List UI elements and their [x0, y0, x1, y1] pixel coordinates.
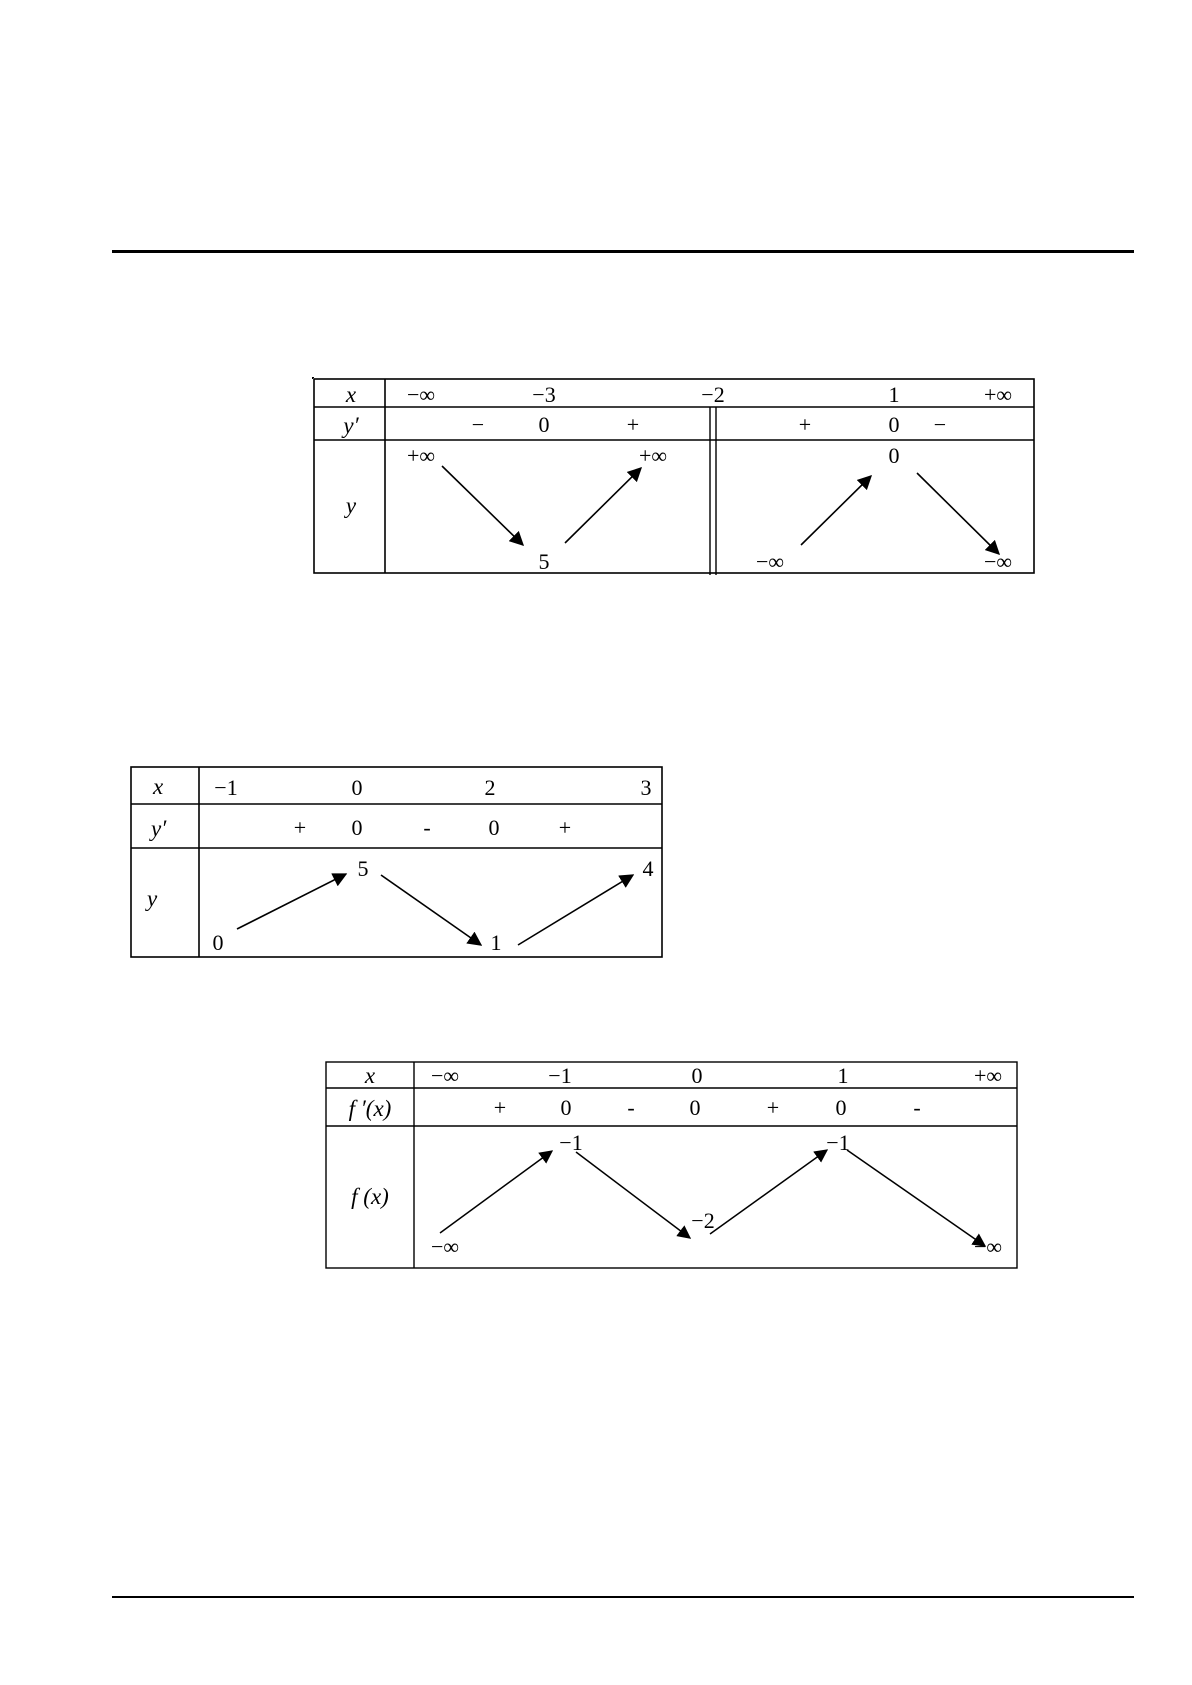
table-3-y-value: −1 — [826, 1130, 850, 1155]
table-1-y-value: +∞ — [406, 443, 436, 468]
table-2-sign-value: + — [293, 815, 307, 840]
variation-table-2-svg — [130, 766, 664, 960]
table-3-x-value: −1 — [548, 1063, 572, 1088]
table-1-x-value: 1 — [888, 382, 900, 407]
table-1-sign-value: 0 — [888, 412, 900, 437]
table-3-sign-value: - — [627, 1095, 635, 1120]
table-1-increase-arrow — [801, 476, 871, 545]
variation-table-1 — [313, 378, 1035, 575]
table-2-sign-value: + — [558, 815, 572, 840]
table-2-border — [131, 767, 662, 957]
table-1-sign-value: + — [798, 412, 812, 437]
table-3-x-value: −∞ — [430, 1063, 460, 1088]
table-2-y-value: 1 — [490, 930, 502, 955]
variation-table-3 — [325, 1061, 1019, 1270]
table-3-label-x: x — [364, 1063, 376, 1088]
table-2-label-x: x — [153, 774, 164, 799]
table-1-y-value: 0 — [888, 443, 900, 468]
table-1-y-value: +∞ — [638, 443, 668, 468]
table-3-y-value: −2 — [691, 1208, 715, 1233]
table-3-sign-value: 0 — [835, 1095, 847, 1120]
table-2-increase-arrow — [237, 874, 346, 929]
table-1-increase-arrow — [565, 468, 641, 543]
table-2-increase-arrow — [518, 875, 633, 945]
table-3-increase-arrow — [710, 1150, 827, 1234]
table-2-x-value: 2 — [484, 775, 496, 800]
table-3-y-value: −∞ — [430, 1234, 460, 1259]
table-1-sign-value: − — [471, 412, 485, 437]
table-3-increase-arrow — [440, 1151, 552, 1233]
table-1-x-value: −∞ — [406, 382, 436, 407]
table-1-y-value: 5 — [538, 549, 550, 574]
table-3-sign-value: 0 — [560, 1095, 572, 1120]
table-2-sign-value: - — [423, 815, 431, 840]
table-3-y-value: −1 — [559, 1130, 583, 1155]
table-3-sign-value: + — [766, 1095, 780, 1120]
table-3-x-value: 1 — [837, 1063, 849, 1088]
table-1-x-value: −3 — [532, 382, 556, 407]
table-1-y-value: −∞ — [755, 549, 785, 574]
table-2-x-value: 0 — [351, 775, 363, 800]
table-1-sign-value: − — [933, 412, 947, 437]
table-1-y-value: −∞ — [983, 549, 1013, 574]
table-2-y-value: 0 — [212, 930, 224, 955]
table-3-decrease-arrow — [847, 1150, 985, 1246]
table-3-sign-value: - — [913, 1095, 921, 1120]
table-2-sign-value: 0 — [488, 815, 500, 840]
table-1-sign-value: + — [626, 412, 640, 437]
table-1-label-y: y — [345, 493, 357, 518]
table-1-label-x: x — [345, 382, 357, 407]
table-3-sign-value: + — [493, 1095, 507, 1120]
table-3-sign-value: 0 — [689, 1095, 701, 1120]
table-3-x-value: 0 — [691, 1063, 703, 1088]
table-3-label-f: f (x) — [351, 1184, 389, 1209]
table-1-decrease-arrow — [442, 466, 523, 545]
variation-table-3-svg — [325, 1061, 1019, 1270]
table-1-label-yprime: y′ — [343, 413, 359, 438]
table-3-label-fprime: f ′(x) — [348, 1096, 392, 1121]
footer-rule — [112, 1596, 1134, 1598]
table-1-sign-value: 0 — [538, 412, 550, 437]
table-2-label-y: y — [147, 886, 158, 911]
variation-table-1-svg — [313, 378, 1035, 575]
header-rule — [112, 250, 1134, 253]
table-3-decrease-arrow — [576, 1152, 690, 1238]
table-3-y-value: −∞ — [973, 1234, 1003, 1259]
table-2-decrease-arrow — [381, 875, 481, 945]
table-1-x-value: −2 — [701, 382, 725, 407]
table-1-decrease-arrow — [917, 473, 999, 554]
table-2-sign-value: 0 — [351, 815, 363, 840]
table-2-y-value: 5 — [357, 856, 369, 881]
table-1-x-value: +∞ — [983, 382, 1013, 407]
table-3-border — [326, 1062, 1017, 1268]
table-2-x-value: 3 — [640, 775, 652, 800]
table-2-label-yprime: y′ — [151, 816, 167, 841]
table-1-border — [314, 379, 1034, 573]
table-2-y-value: 4 — [642, 856, 654, 881]
table-2-x-value: −1 — [214, 775, 238, 800]
table-3-x-value: +∞ — [973, 1063, 1003, 1088]
variation-table-2 — [130, 766, 664, 960]
